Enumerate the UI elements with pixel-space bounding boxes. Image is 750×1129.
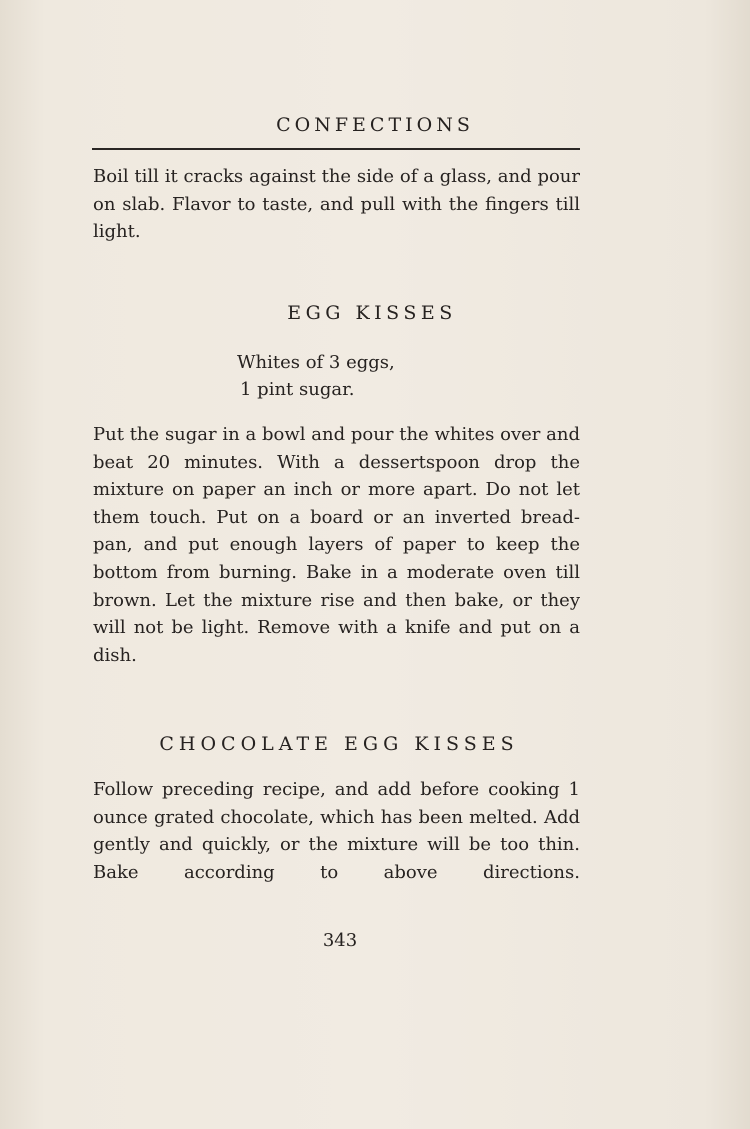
recipe-title-chocolate-egg-kisses: CHOCOLATE EGG KISSES xyxy=(159,733,519,755)
egg-kisses-directions: Put the sugar in a bowl and pour the whites over and beat 20 minutes. With a dessertspoon drop the mixture on paper an inch or more apart. Do not let them touch. Put on a board or an inverted bread-pan, and put enough layers of paper to keep the bottom from burning. Bake in a moderate oven till brown. Let the mixture rise and then bake, or they will not be light. Remove with a knife and put on a dish. xyxy=(93,424,580,666)
ingredient-item: Whites of 3 eggs, xyxy=(237,352,395,373)
page-number: 343 xyxy=(322,930,358,951)
chocolate-egg-kisses-directions: Follow preceding recipe, and add before cooking 1 ounce grated chocolate, which has been melted. Add gently and quickly, or the mixture will be too thin. Bake according to above directions. xyxy=(93,779,580,883)
recipe-title-egg-kisses: EGG KISSES xyxy=(287,302,457,324)
intro-paragraph: Boil till it cracks against the side of a glass, and pour on slab. Flavor to taste, and pull with the fingers till light. xyxy=(93,166,580,243)
ingredient-item: 1 pint sugar. xyxy=(240,379,355,400)
running-head: CONFECTIONS xyxy=(276,114,474,136)
header-rule xyxy=(92,148,580,150)
ingredient-list xyxy=(237,349,395,403)
